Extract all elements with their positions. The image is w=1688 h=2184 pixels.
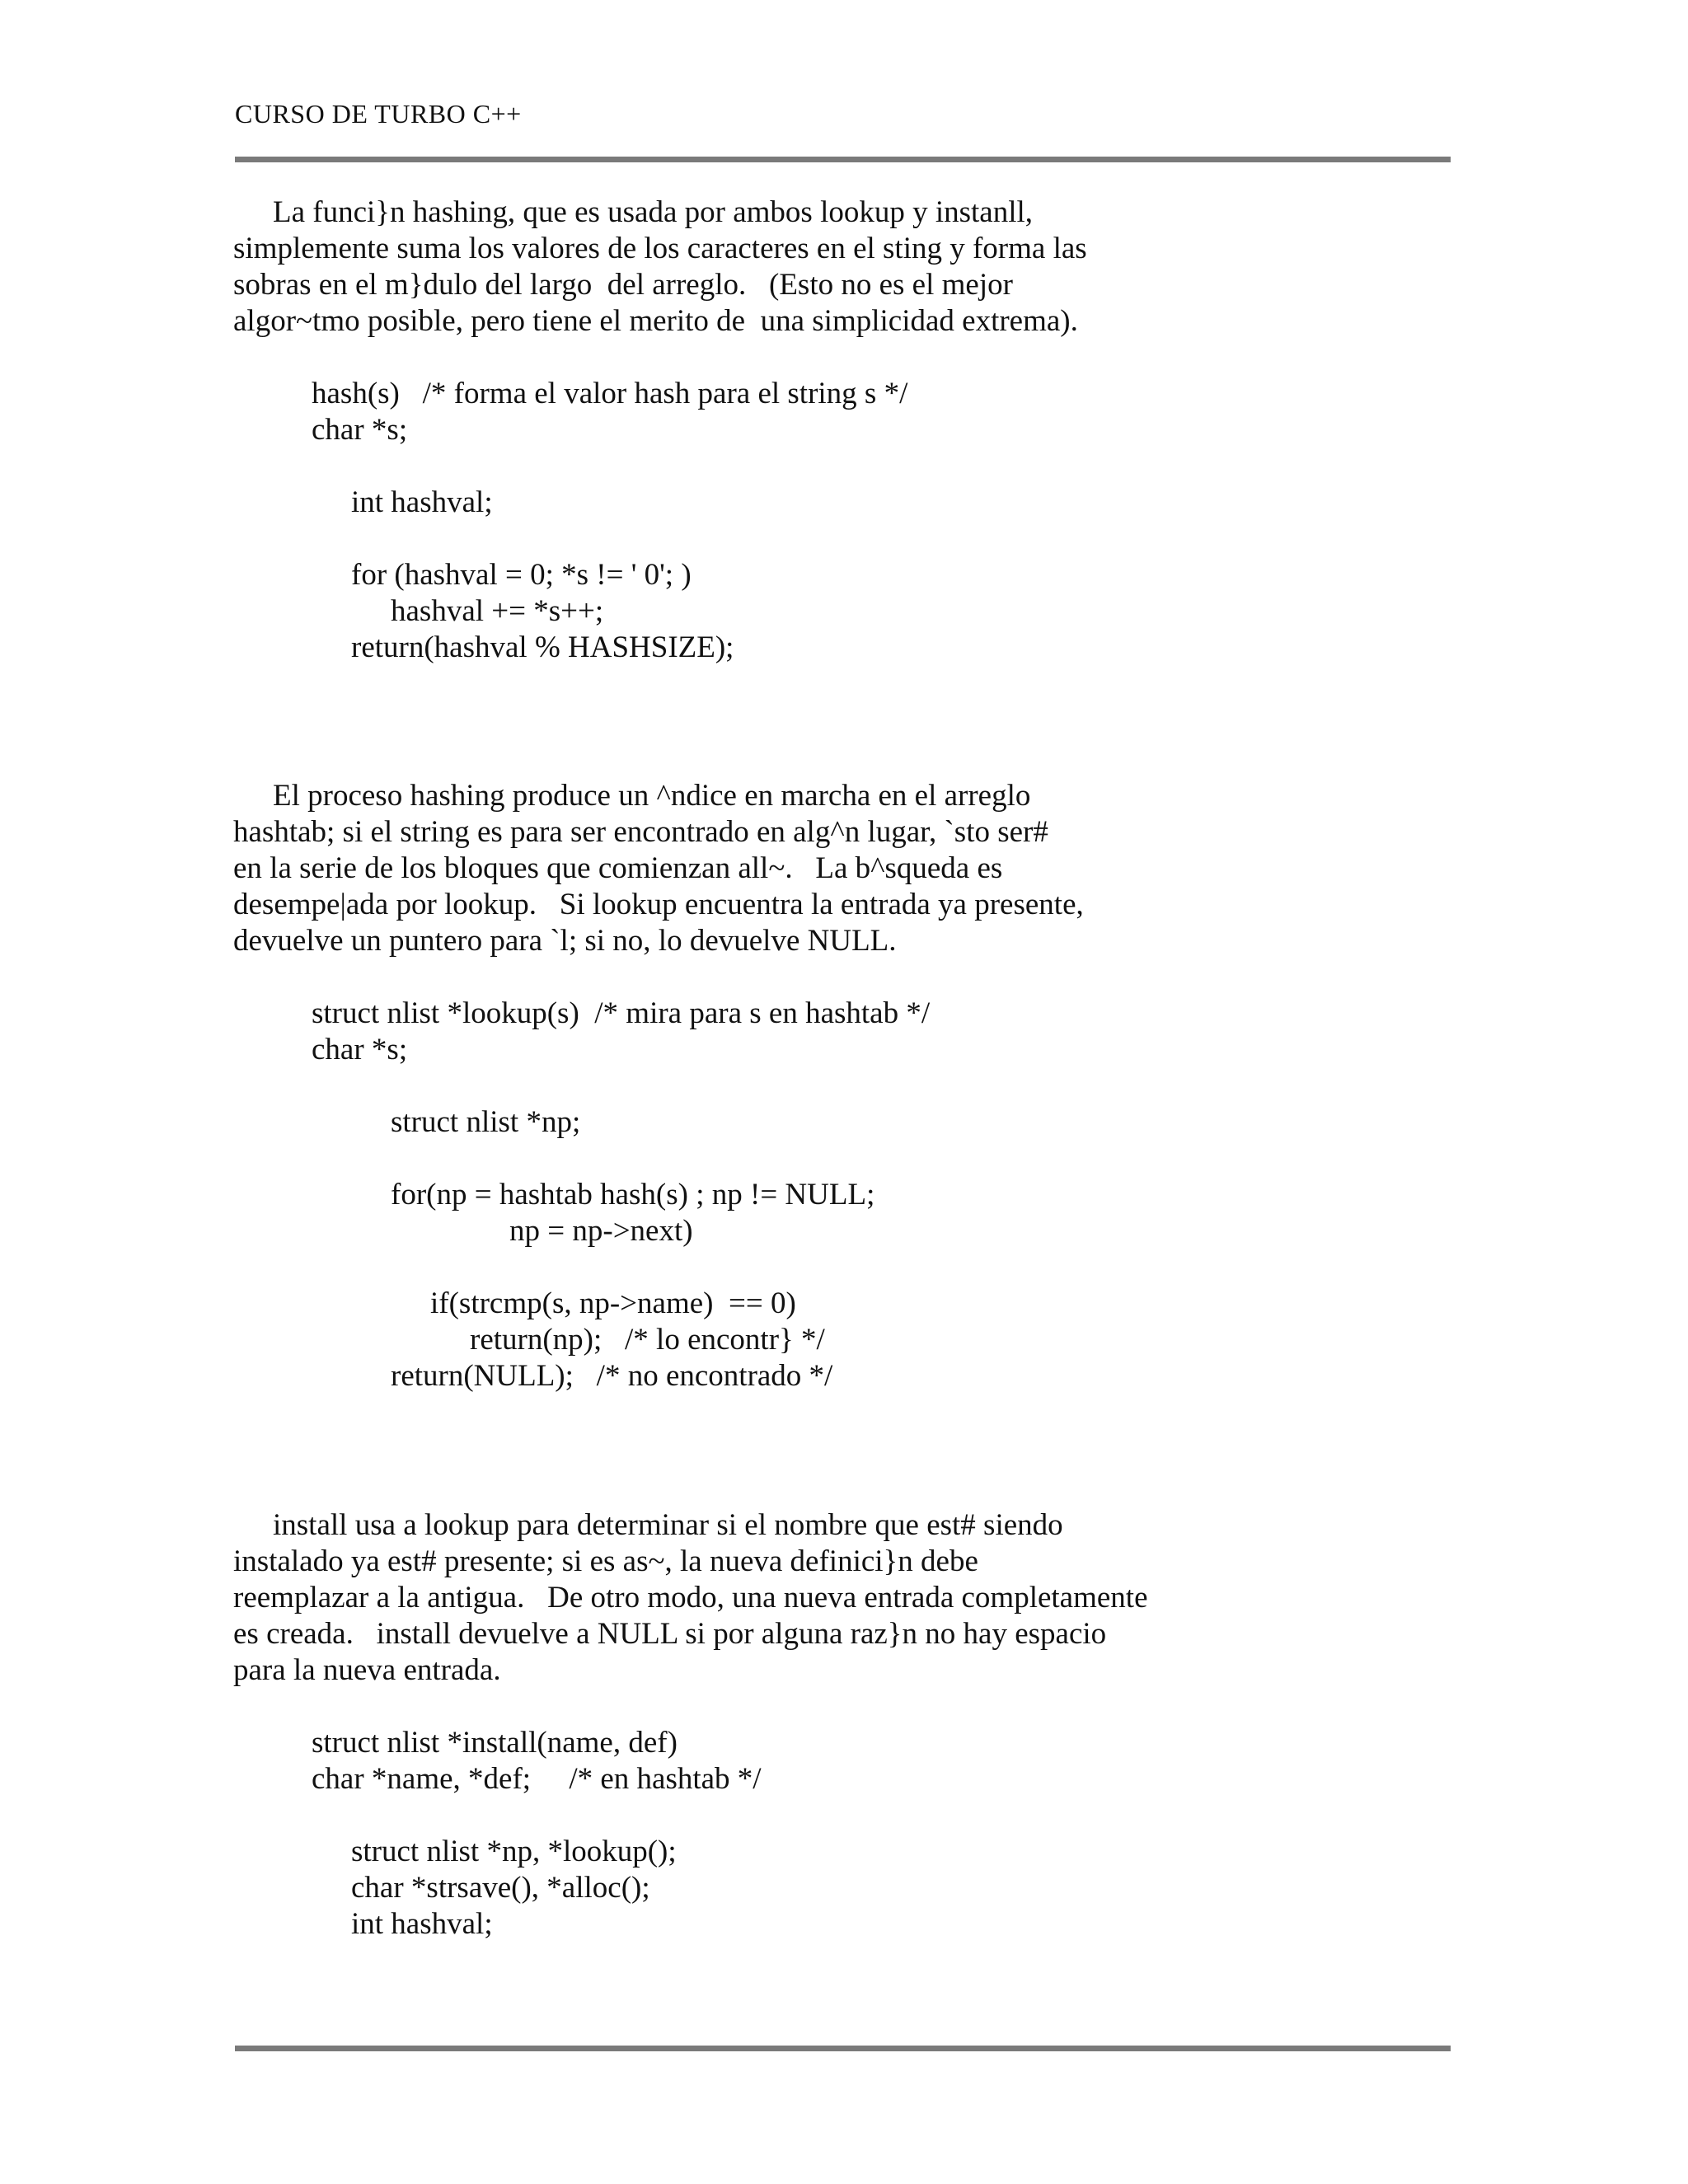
para2-line-5: devuelve un puntero para `l; si no, lo devuelve NULL. xyxy=(233,924,897,958)
code1-line-5: hashval += *s++; xyxy=(391,594,604,628)
para2-line-4: desempe|ada por lookup. Si lookup encuentra la entrada ya presente, xyxy=(233,888,1084,921)
para3-line-2: instalado ya est# presente; si es as~, la nueva definici}n debe xyxy=(233,1544,978,1578)
code3-line-2: char *name, *def; /* en hashtab */ xyxy=(312,1762,762,1796)
footer-rule xyxy=(235,2046,1451,2051)
header-rule xyxy=(235,157,1451,162)
page-header: CURSO DE TURBO C++ xyxy=(235,99,522,129)
para2-line-2: hashtab; si el string es para ser encontrado en alg^n lugar, `sto ser# xyxy=(233,815,1048,849)
para3-line-4: es creada. install devuelve a NULL si por alguna raz}n no hay espacio xyxy=(233,1617,1107,1651)
code1-line-4: for (hashval = 0; *s != ' 0'; ) xyxy=(351,558,692,592)
para2-line-1: El proceso hashing produce un ^ndice en marcha en el arreglo xyxy=(273,779,1031,813)
code2-line-4: for(np = hashtab hash(s) ; np != NULL; xyxy=(391,1178,875,1212)
code1-line-3: int hashval; xyxy=(351,485,493,519)
code3-line-4: char *strsave(), *alloc(); xyxy=(351,1871,650,1905)
para3-line-5: para la nueva entrada. xyxy=(233,1653,501,1687)
para1-line-4: algor~tmo posible, pero tiene el merito de una simplicidad extrema). xyxy=(233,304,1078,338)
code1-line-1: hash(s) /* forma el valor hash para el string s */ xyxy=(312,377,908,410)
code1-line-2: char *s; xyxy=(312,413,408,447)
para3-line-3: reemplazar a la antigua. De otro modo, una nueva entrada completamente xyxy=(233,1581,1148,1615)
code2-line-5: np = np->next) xyxy=(509,1214,693,1248)
para3-line-1: install usa a lookup para determinar si el nombre que est# siendo xyxy=(273,1508,1063,1542)
para1-line-3: sobras en el m}dulo del largo del arreglo. (Esto no es el mejor xyxy=(233,268,1013,302)
para2-line-3: en la serie de los bloques que comienzan all~. La b^squeda es xyxy=(233,851,1003,885)
code3-line-5: int hashval; xyxy=(351,1907,493,1941)
code2-line-2: char *s; xyxy=(312,1033,408,1066)
code2-line-3: struct nlist *np; xyxy=(391,1105,581,1139)
code2-line-8: return(NULL); /* no encontrado */ xyxy=(391,1359,833,1393)
code3-line-1: struct nlist *install(name, def) xyxy=(312,1726,678,1760)
code3-line-3: struct nlist *np, *lookup(); xyxy=(351,1835,677,1868)
code1-line-6: return(hashval % HASHSIZE); xyxy=(351,630,734,664)
code2-line-1: struct nlist *lookup(s) /* mira para s en hashtab */ xyxy=(312,996,931,1030)
para1-line-1: La funci}n hashing, que es usada por ambos lookup y instanll, xyxy=(273,195,1034,229)
code2-line-7: return(np); /* lo encontr} */ xyxy=(470,1323,825,1357)
code2-line-6: if(strcmp(s, np->name) == 0) xyxy=(430,1286,796,1320)
para1-line-2: simplemente suma los valores de los caracteres en el sting y forma las xyxy=(233,232,1087,265)
